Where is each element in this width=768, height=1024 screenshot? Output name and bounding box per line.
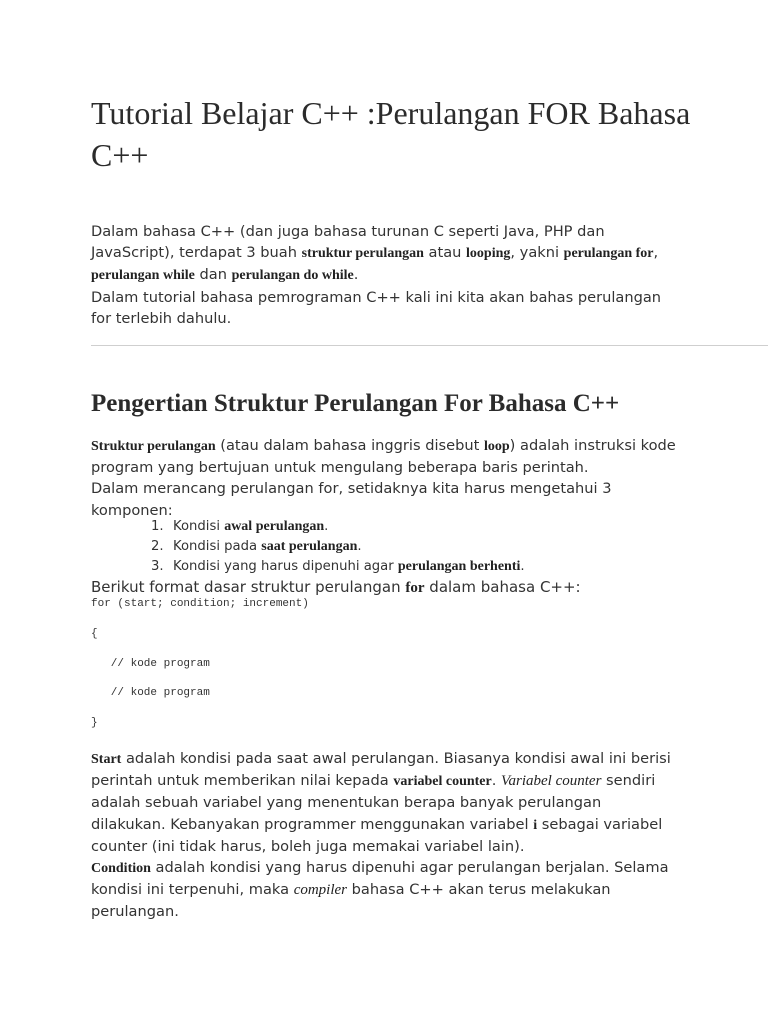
code-line: for (start; condition; increment): [91, 598, 309, 610]
intro-text: ,: [653, 244, 659, 262]
code-line: }: [91, 717, 98, 729]
intro-text: Dalam tutorial bahasa pemrograman C++ kali ini kita akan bahas perulangan for terlebih dahulu.: [91, 288, 662, 327]
intro-text: , yakni: [510, 244, 564, 262]
section-heading: Pengertian Struktur Perulangan For Bahasa C++: [91, 390, 620, 417]
page-title: Tutorial Belajar C++ :Perulangan FOR Bahasa C++: [91, 95, 691, 173]
code-line: // kode program: [91, 687, 210, 699]
bold-term: perulangan do while: [231, 268, 354, 284]
intro-text: Dalam bahasa C++ (dan juga bahasa turunan C seperti Java, PHP dan JavaScript), terdapat 3 buah: [91, 223, 605, 262]
bold-term: variabel counter: [393, 774, 492, 790]
bold-term: Struktur perulangan: [91, 439, 216, 454]
bold-term: struktur perulangan: [301, 246, 424, 262]
italic-term: compiler: [293, 882, 348, 899]
intro-text: atau: [423, 244, 467, 262]
intro-paragraph: [91, 221, 671, 329]
section-text: ) adalah instruksi kode program yang bertujuan untuk mengulang beberapa baris perintah.: [91, 437, 676, 477]
format-intro: Berikut format dasar struktur perulangan for dalam bahasa C++:: [91, 578, 581, 596]
section-divider: [91, 345, 768, 346]
bold-term: for: [405, 580, 425, 596]
component-list: [91, 517, 525, 577]
italic-term: Variabel counter: [501, 773, 602, 790]
start-paragraph: Start adalah kondisi pada saat awal perulangan. Biasanya kondisi awal ini berisi perintah untuk memberikan nilai kepada variabel counter. Variabel counter sendiri adalah sebuah variabel yang menentukan berapa banyak perulangan dilakukan. Kebanyakan programmer menggunakan variabel i sebagai variabel counter (ini tidak harus, boleh juga memakai variabel lain). Condition adalah kondisi yang harus dipenuhi agar perulangan berjalan. Selama kondisi ini terpenuhi, maka compiler bahasa C++ akan terus melakukan perulangan.: [91, 750, 671, 921]
intro-text: dan: [194, 266, 232, 284]
section-paragraph: [91, 435, 676, 521]
code-line: // kode program: [91, 658, 210, 670]
list-item: 2. Kondisi pada saat perulangan.: [151, 539, 362, 554]
list-item: 1. Kondisi awal perulangan.: [151, 519, 329, 534]
code-line: {: [91, 628, 98, 640]
bold-term: Start: [91, 752, 122, 767]
bold-term: perulangan while: [91, 268, 195, 284]
bold-term: i: [533, 817, 538, 833]
bold-term: loop: [483, 439, 510, 454]
bold-term: perulangan for: [563, 246, 654, 262]
list-item: 3. Kondisi yang harus dipenuhi agar perulangan berhenti.: [151, 559, 525, 574]
bold-term: looping: [466, 246, 511, 262]
intro-text: .: [353, 266, 359, 284]
section-text: Dalam merancang perulangan for, setidaknya kita harus mengetahui 3 komponen:: [91, 480, 612, 519]
section-text: (atau dalam bahasa inggris disebut: [215, 437, 484, 454]
bold-term: Condition: [91, 861, 151, 877]
